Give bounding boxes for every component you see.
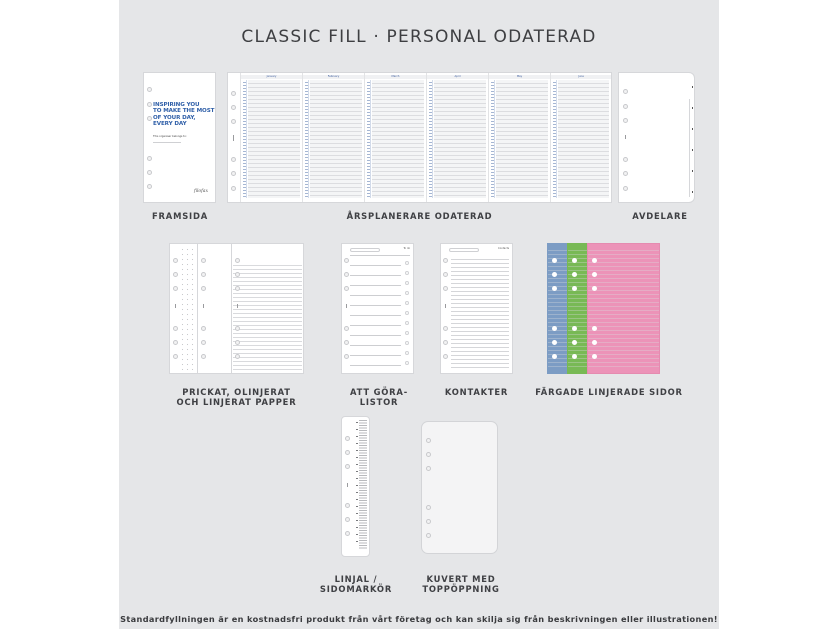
punch-hole-icon [552,258,557,263]
month-header: January [241,75,302,79]
label-kuvert [409,574,513,594]
punch-hole-icon [592,258,597,263]
punch-hole-icon [235,286,240,291]
brand-mark [175,304,176,308]
brand-mark [347,483,348,487]
label-arsplanerare [227,211,612,221]
punch-hole-icon [173,326,178,331]
punch-hole-icon [345,450,350,455]
punch-hole-icon [572,272,577,277]
punch-hole-icon [231,186,236,191]
punch-hole-icon [443,340,448,345]
label-line: OCH LINJERAT PAPPER [176,397,297,407]
punch-hole-icon [623,186,628,191]
label-papper [159,387,314,407]
punch-hole-icon [572,326,577,331]
cover-headline-line: TO MAKE THE MOST [153,108,215,115]
plain-page-image [197,243,233,374]
label-line: AVDELARE [632,211,688,221]
label-line: KONTAKTER [444,387,509,397]
label-line: ÅRSPLANERARE ODATERAD [346,211,493,221]
punch-hole-icon [344,326,349,331]
punch-hole-icon [443,258,448,263]
divider-tabs [689,99,694,197]
lined-page-image [231,243,304,374]
cover-name-line [153,142,181,143]
brand-mark [203,304,204,308]
punch-hole-icon [173,258,178,263]
punch-hole-icon [235,272,240,277]
page-title: CLASSIC FILL · PERSONAL ODATERAD [241,27,597,47]
brand-mark [233,135,234,141]
month-column [240,73,302,202]
month-column [426,73,488,202]
punch-hole-icon [201,354,206,359]
month-column [302,73,364,202]
punch-hole-icon [173,354,178,359]
month-header: March [365,75,426,79]
month-column [488,73,550,202]
cover-headline-line: OF YOUR DAY, [153,114,196,121]
punch-hole-icon [552,326,557,331]
punch-hole-icon [231,105,236,110]
brand-mark [625,135,626,139]
punch-hole-icon [231,171,236,176]
pink-page-image [587,243,660,374]
label-line: FÄRGADE LINJERADE SIDOR [535,387,683,397]
punch-hole-icon [201,258,206,263]
punch-hole-icon [231,119,236,124]
punch-hole-icon [592,286,597,291]
punch-hole-icon [552,272,557,277]
ruler-image [341,416,370,557]
disclaimer-text: Standardfyllningen är en kostnadsfri produkt från vårt företag och kan skilja sig från beskrivningen eller illustrationen! [120,614,718,624]
label-line: PRICKAT, OLINJERAT [182,387,291,397]
month-header: May [489,75,550,79]
punch-hole-icon [623,157,628,162]
label-line: SIDOMARKÖR [319,584,393,594]
punch-hole-icon [345,436,350,441]
punch-hole-icon [426,438,431,443]
punch-hole-icon [147,102,152,107]
punch-hole-icon [147,116,152,121]
label-linjal [315,574,397,594]
punch-hole-icon [344,340,349,345]
cover-subline: This organiser belongs to: [153,135,187,138]
punch-hole-icon [552,286,557,291]
dotted-page-image [169,243,199,374]
punch-hole-icon [344,354,349,359]
punch-hole-icon [592,354,597,359]
brand-logo: filofax [193,189,208,194]
product-panel [119,0,719,629]
month-header: April [427,75,488,79]
punch-hole-icon [173,340,178,345]
punch-hole-icon [572,258,577,263]
punch-hole-icon [173,272,178,277]
punch-hole-icon [173,286,178,291]
month-column [550,73,611,202]
label-fargade [529,387,689,397]
punch-hole-icon [426,452,431,457]
brand-mark [346,304,347,308]
punch-hole-icon [235,354,240,359]
punch-hole-icon [592,326,597,331]
punch-hole-icon [623,171,628,176]
punch-hole-icon [426,533,431,538]
punch-hole-icon [552,340,557,345]
punch-hole-icon [231,91,236,96]
punch-hole-icon [147,170,152,175]
contacts-page-image [440,243,513,374]
punch-hole-icon [345,464,350,469]
label-line: ATT GÖRA-LISTOR [350,387,408,407]
punch-hole-icon [235,340,240,345]
punch-hole-icon [592,340,597,345]
contacts-header: Contacts [497,247,509,250]
todo-title-field [350,248,380,252]
label-kontakter [430,387,523,397]
punch-hole-icon [623,118,628,123]
punch-hole-icon [592,272,597,277]
punch-hole-icon [344,272,349,277]
punch-hole-icon [572,286,577,291]
punch-hole-icon [623,104,628,109]
punch-hole-icon [345,503,350,508]
punch-hole-icon [443,286,448,291]
todo-page-image [341,243,414,374]
label-line: KUVERT MED [426,574,496,584]
punch-hole-icon [147,184,152,189]
punch-hole-icon [231,157,236,162]
cover-headline-line: EVERY DAY [153,120,187,127]
month-column [364,73,426,202]
punch-hole-icon [344,286,349,291]
punch-hole-icon [426,505,431,510]
month-header: February [303,75,364,79]
punch-hole-icon [235,258,240,263]
cover-headline [153,102,214,127]
punch-hole-icon [147,87,152,92]
year-planner-image [227,72,612,203]
cover-headline-line: INSPIRING YOU [153,102,200,108]
label-avdelare [615,211,705,221]
punch-hole-icon [201,286,206,291]
punch-hole-icon [345,517,350,522]
punch-hole-icon [426,519,431,524]
punch-hole-icon [201,340,206,345]
punch-hole-icon [345,531,350,536]
contacts-title-field [449,248,479,252]
punch-hole-icon [443,272,448,277]
brand-mark [237,304,238,308]
brand-mark [445,304,446,308]
punch-hole-icon [147,156,152,161]
punch-hole-icon [344,258,349,263]
label-line: FRAMSIDA [152,211,208,221]
label-att-gora [331,387,427,407]
punch-hole-icon [201,326,206,331]
punch-hole-icon [443,326,448,331]
punch-hole-icon [201,272,206,277]
punch-hole-icon [552,354,557,359]
divider-image [618,72,695,203]
todo-header: To do [403,247,410,250]
punch-hole-icon [572,340,577,345]
cover-page-image [143,72,216,203]
label-line: LINJAL / [334,574,378,584]
punch-hole-icon [623,89,628,94]
punch-hole-icon [572,354,577,359]
label-line: TOPPÖPPNING [422,584,500,594]
month-header: June [551,75,611,79]
envelope-image [421,421,498,554]
punch-hole-icon [443,354,448,359]
punch-hole-icon [235,326,240,331]
label-framsida [139,211,221,221]
punch-hole-icon [426,466,431,471]
